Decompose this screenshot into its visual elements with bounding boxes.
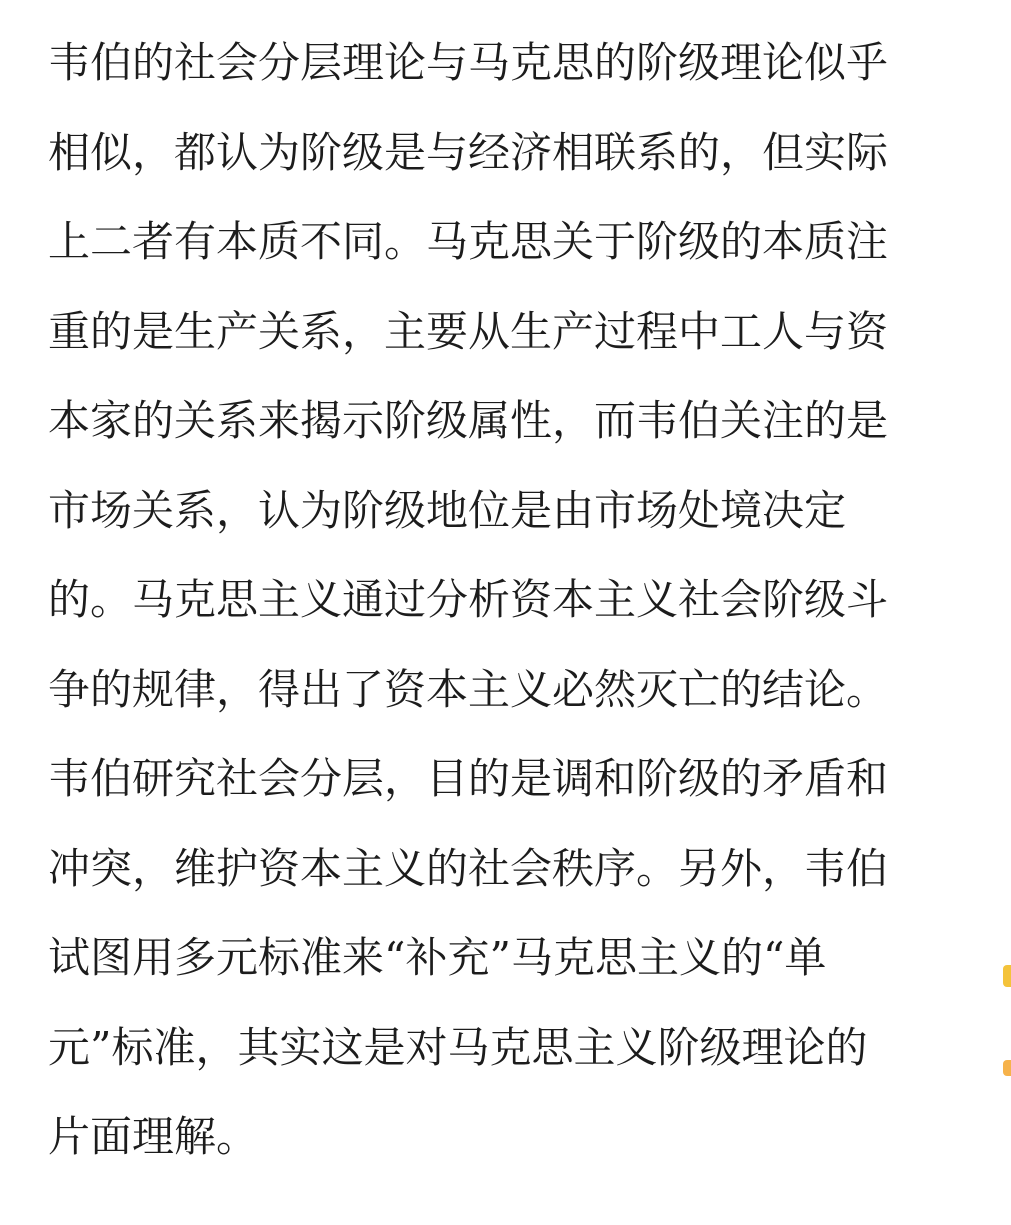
floating-widget-edge[interactable] xyxy=(1003,965,1011,987)
text-line: 相似，都认为阶级是与经济相联系的，但实际 xyxy=(48,127,889,177)
text-line: 元”标准，其实这是对马克思主义阶级理论的 xyxy=(48,1022,868,1072)
floating-widget-edge-accent xyxy=(1003,1060,1011,1076)
text-line: 上二者有本质不同。马克思关于阶级的本质注 xyxy=(48,217,889,266)
text-line: 韦伯研究社会分层，目的是调和阶级的矛盾和 xyxy=(48,754,889,803)
text-line: 争的规律，得出了资本主义必然灭亡的结论。 xyxy=(48,664,889,714)
text-line: 本家的关系来揭示阶级属性，而韦伯关注的是 xyxy=(48,396,889,445)
article-body xyxy=(48,18,1006,1182)
text-line: 韦伯的社会分层理论与马克思的阶级理论似乎 xyxy=(48,38,889,87)
text-line: 冲突，维护资本主义的社会秩序。另外，韦伯 xyxy=(48,843,889,893)
text-line: 市场关系，认为阶级地位是由市场处境决定 xyxy=(48,485,847,535)
text-line: 重的是生产关系，主要从生产过程中工人与资 xyxy=(48,306,889,356)
text-line: 试图用多元标准来“补充”马克思主义的“单 xyxy=(48,933,827,982)
text-line: 片面理解。 xyxy=(48,1112,259,1161)
text-line: 的。马克思主义通过分析资本主义社会阶级斗 xyxy=(48,575,889,624)
